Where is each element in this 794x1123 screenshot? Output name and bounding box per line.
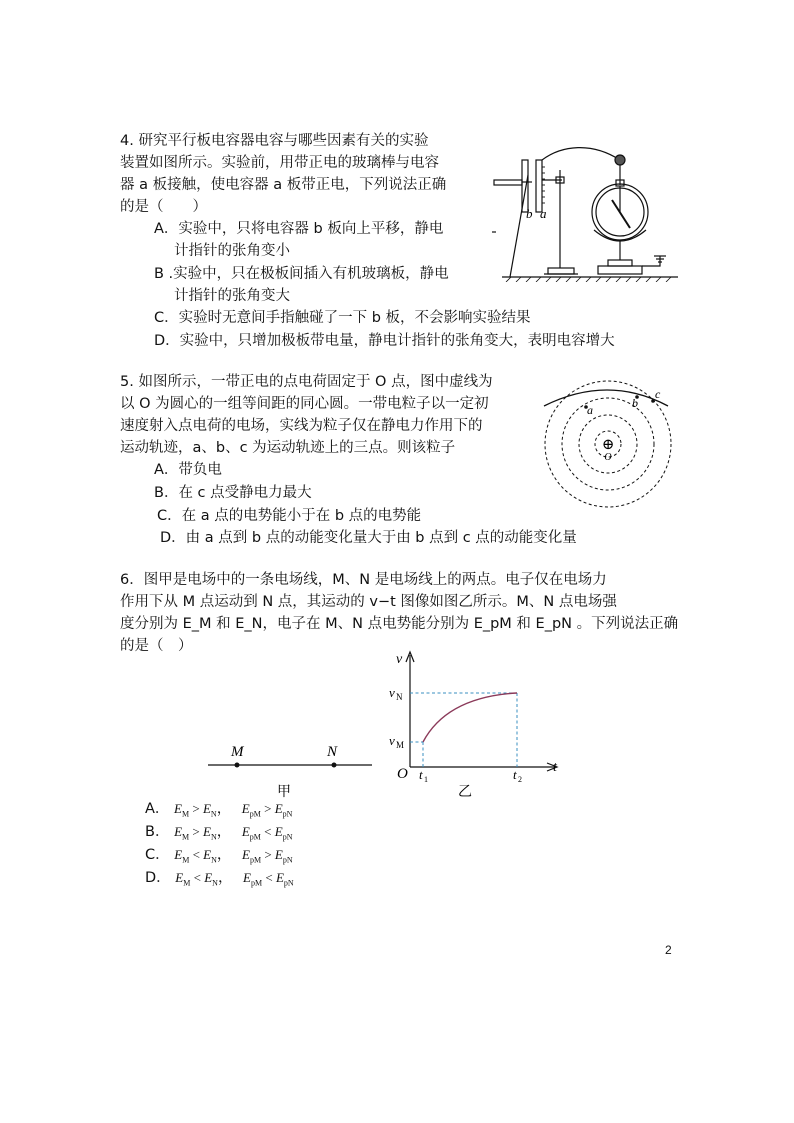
- q5-option-c: C．在 a 点的电势能小于在 b 点的电势能: [157, 508, 422, 524]
- vt-graph-figure-yi: [385, 645, 565, 800]
- option-label: D．: [145, 870, 171, 886]
- origin-label: O: [397, 766, 408, 782]
- velocity-curve: [423, 693, 517, 742]
- q4-option-b-cont: 计指针的张角变大: [174, 288, 290, 304]
- point-n-label: N: [327, 744, 338, 760]
- option-label: A．: [145, 801, 170, 817]
- q6-option-a: A． $E_M > E_N$， $E_{pM} > E_{pN}$: [145, 801, 293, 819]
- q5-stem-line: 以 O 为圆心的一组等间距的同心圆。一带电粒子以一定初: [120, 396, 489, 412]
- q6-stem-line: 度分别为 E_M 和 E_N，电子在 M、N 点电势能分别为 E_pM 和 E_pN 。下列说法正确: [120, 616, 679, 632]
- q6-option-b: B． $E_M > E_N$， $E_{pM} < E_{pN}$: [145, 824, 293, 842]
- q4-option-a-cont: 计指针的张角变小: [174, 243, 290, 259]
- caption-jia: 甲: [277, 784, 291, 800]
- vm-label: v: [389, 733, 395, 748]
- center-o-label: O: [604, 452, 612, 463]
- positive-charge-symbol: ⊕: [601, 437, 615, 453]
- vm-label-sub: M: [396, 740, 405, 750]
- q4-option-b: B .实验中，只在极板间插入有机玻璃板，静电: [154, 266, 449, 282]
- point-a-label: a: [587, 403, 593, 417]
- concentric-circles-figure: [540, 376, 676, 512]
- plate-a-label: a: [540, 206, 547, 221]
- q6-option-c: C． $E_M < E_N$， $E_{pM} > E_{pN}$: [145, 847, 293, 865]
- q4-option-c: C．实验时无意间手指触碰了一下 b 板，不会影响实验结果: [154, 310, 531, 326]
- plate-b-label: b: [526, 206, 533, 221]
- caption-yi: 乙: [458, 784, 472, 800]
- q4-stem-line: 器 a 板接触，使电容器 a 板带正电，下列说法正确: [120, 177, 447, 193]
- option-label: B．: [145, 824, 170, 840]
- electrometer-apparatus-figure: [492, 140, 682, 282]
- point-c-label: c: [655, 387, 661, 401]
- option-label: C．: [145, 847, 170, 863]
- vn-label-sub: N: [396, 692, 403, 702]
- q4-option-a: A．实验中，只将电容器 b 板向上平移，静电: [154, 221, 444, 237]
- point-m-label: M: [231, 744, 244, 760]
- q5-option-d: D．由 a 点到 b 点的动能变化量大于由 b 点到 c 点的动能变化量: [160, 530, 577, 546]
- q4-option-d: D．实验中，只增加极板带电量，静电计指针的张角变大，表明电容增大: [154, 333, 615, 349]
- point-b-label: b: [632, 396, 638, 410]
- q5-option-b: B．在 c 点受静电力最大: [154, 485, 312, 501]
- q5-stem-line: 速度射入点电荷的电场，实线为粒子仅在静电力作用下的: [120, 418, 483, 434]
- q4-stem-line: 装置如图所示。实验前，用带正电的玻璃棒与电容: [120, 155, 439, 171]
- v-axis-label: v: [396, 652, 403, 667]
- q4-stem-line: 的是（ ）: [120, 199, 207, 215]
- q5-stem-line: 运动轨迹，a、b、c 为运动轨迹上的三点。则该粒子: [120, 440, 456, 456]
- q6-stem-line: 的是（ ）: [120, 638, 193, 654]
- page-number: 2: [665, 943, 672, 957]
- t2-label: t: [513, 767, 517, 782]
- q6-stem-line: 作用下从 M 点运动到 N 点，其运动的 v−t 图像如图乙所示。M、N 点电场强: [120, 594, 617, 610]
- trajectory-curve: [544, 390, 668, 406]
- q6-stem-line: 6．图甲是电场中的一条电场线，M、N 是电场线上的两点。电子仅在电场力: [120, 572, 607, 588]
- q6-option-d: D． $E_M < E_N$， $E_{pM} < E_{pN}$: [145, 870, 294, 888]
- q4-stem-line: 4. 研究平行板电容器电容与哪些因素有关的实验: [120, 133, 429, 149]
- q5-stem-line: 5. 如图所示，一带正电的点电荷固定于 O 点，图中虚线为: [120, 374, 493, 390]
- t-axis-label: t: [553, 760, 557, 775]
- t1-label-sub: 1: [424, 775, 428, 784]
- t1-label: t: [419, 767, 423, 782]
- t2-label-sub: 2: [518, 775, 522, 784]
- q5-option-a: A．带负电: [154, 462, 222, 478]
- vn-label: v: [389, 685, 395, 700]
